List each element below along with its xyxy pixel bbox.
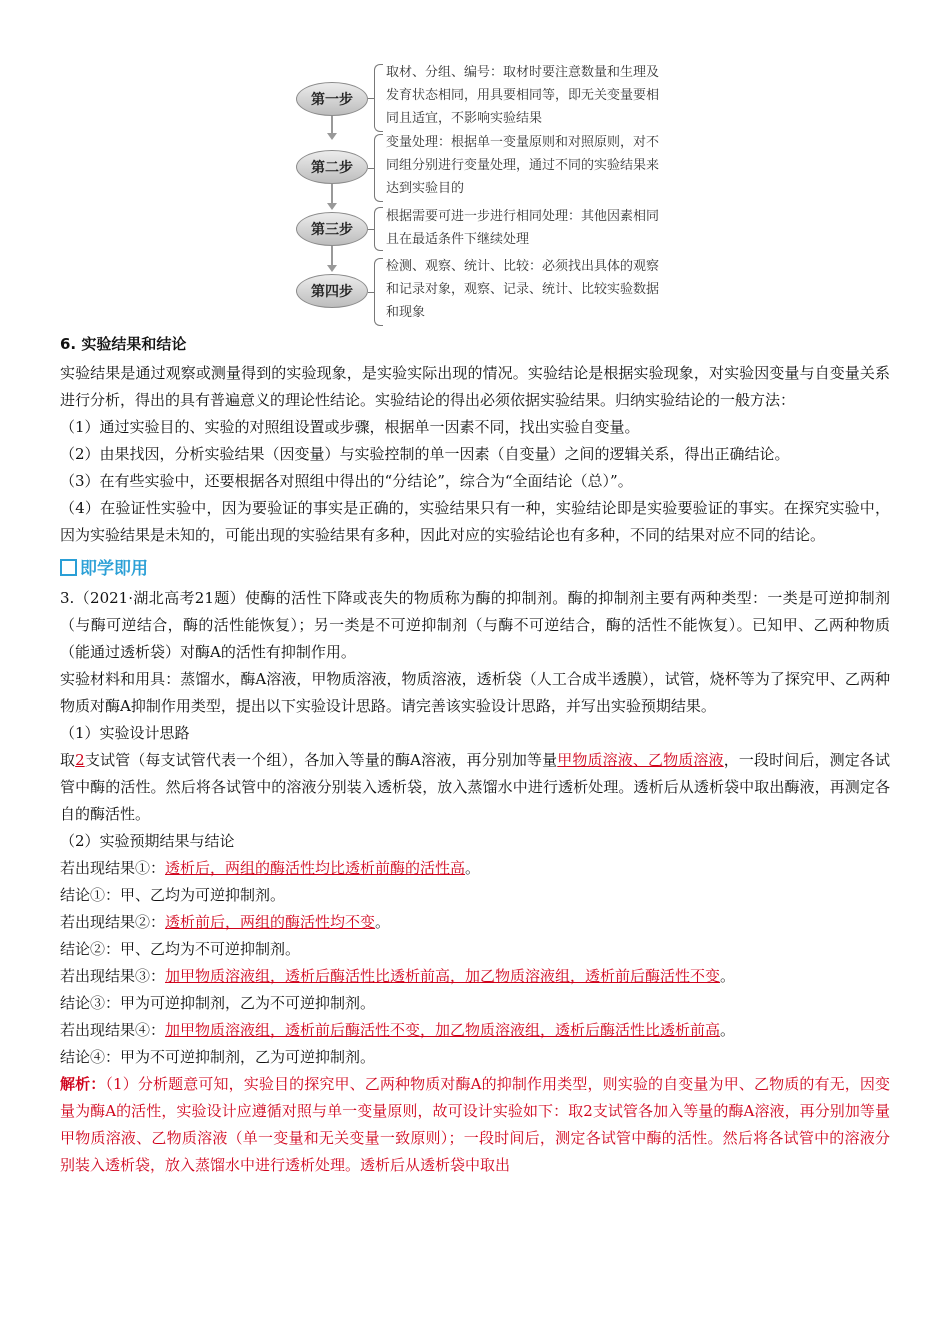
step-3-text: 根据需要可进一步进行相同处理：其他因素相同且在最适条件下继续处理 bbox=[386, 209, 660, 247]
result-1-suffix: 。 bbox=[465, 859, 481, 877]
conclusion-3: 结论③：甲为可逆抑制剂，乙为不可逆抑制剂。 bbox=[60, 994, 376, 1012]
step-2-arrow bbox=[327, 184, 337, 210]
answer-blank-2: 甲物质溶液、乙物质溶液 bbox=[557, 751, 724, 769]
result-4-answer: 加甲物质溶液组，透析前后酶活性不变，加乙物质溶液组，透析后酶活性比透析前高 bbox=[165, 1021, 721, 1039]
method-item-3: （3）在有些实验中，还要根据各对照组中得出的“分结论”，综合为“全面结论（总）”。 bbox=[60, 472, 633, 490]
checkbox-square-icon bbox=[60, 559, 77, 576]
method-item-4: （4）在验证性实验中，因为要验证的事实是正确的，实验结果只有一种，实验结论即是实验要验证的事实。在探究实验中，因为实验结果是未知的，可能出现的实验结果有多种，因此对应的实验结论也有多种，不同的结果对应不同的结论。 bbox=[60, 499, 890, 544]
result-4 bbox=[60, 1017, 890, 1044]
step-1-text: 取材、分组、编号：取材时要注意数量和生理及发育状态相同，用具要相同等，即无关变量要相同且适宜，不影响实验结果 bbox=[386, 65, 660, 126]
result-1-answer: 透析后，两组的酶活性均比透析前酶的活性高 bbox=[165, 859, 466, 877]
section-6-intro: 实验结果是通过观察或测量得到的实验现象，是实验实际出现的情况。实验结论是根据实验现象，对实验因变量与自变量关系进行分析，得出的具有普遍意义的理论性结论。实验结论的得出必须依据实验结果。归纳实验结论的一般方法： bbox=[60, 364, 890, 409]
practice-tag bbox=[60, 555, 890, 583]
method-item-1: （1）通过实验目的、实验的对照组设置或步骤，根据单一因素不同，找出实验自变量。 bbox=[60, 418, 640, 436]
document-body bbox=[60, 332, 890, 1179]
result-3-answer: 加甲物质溶液组，透析后酶活性比透析前高，加乙物质溶液组，透析前后酶活性不变 bbox=[165, 967, 721, 985]
section-6-title: 6. 实验结果和结论 bbox=[60, 335, 187, 353]
question-stem: 3.（2021·湖北高考21题）使酶的活性下降或丧失的物质称为酶的抑制剂。酶的抑制剂主要有两种类型：一类是可逆抑制剂（与酶可逆结合，酶的活性能恢复）；另一类是不可逆抑制剂（与酶不可逆结合，酶的活性不能恢复）。已知甲、乙两种物质（能通过透析袋）对酶A的活性有抑制作用。 bbox=[60, 589, 890, 661]
answer-blank-1: 2 bbox=[75, 751, 85, 769]
result-4-prefix: 若出现结果④： bbox=[60, 1021, 166, 1039]
experiment-steps-diagram bbox=[290, 56, 680, 326]
result-3-suffix: 。 bbox=[720, 967, 736, 985]
step-4-oval: 第四步 bbox=[296, 274, 368, 308]
practice-tag-label: 即学即用 bbox=[80, 559, 148, 579]
result-1 bbox=[60, 855, 890, 882]
step-4-text: 检测、观察、统计、比较：必须找出具体的观察和记录对象，观察、记录、统计、比较实验数据和现象 bbox=[386, 259, 660, 320]
sub-question-1-title: （1）实验设计思路 bbox=[60, 724, 190, 742]
step-2-text: 变量处理：根据单一变量原则和对照原则，对不同组分别进行变量处理，通过不同的实验结果来达到实验目的 bbox=[386, 135, 660, 196]
conclusion-2: 结论②：甲、乙均为不可逆抑制剂。 bbox=[60, 940, 301, 958]
step-4-brace bbox=[374, 258, 383, 326]
method-item-2: （2）由果找因，分析实验结果（因变量）与实验控制的单一因素（自变量）之间的逻辑关系，得出正确结论。 bbox=[60, 445, 790, 463]
analysis-paragraph bbox=[60, 1071, 890, 1179]
result-2-answer: 透析前后，两组的酶活性均不变 bbox=[165, 913, 376, 931]
result-2-suffix: 。 bbox=[375, 913, 391, 931]
sub-question-2-title: （2）实验预期结果与结论 bbox=[60, 832, 235, 850]
result-2 bbox=[60, 909, 890, 936]
analysis-label: 解析： bbox=[60, 1075, 106, 1093]
step-3-brace bbox=[374, 207, 383, 251]
design-text-b: 支试管（每支试管代表一个组），各加入等量的酶A溶液，再分别加等量 bbox=[84, 751, 558, 769]
step-3-arrow bbox=[327, 246, 337, 272]
design-text-a: 取 bbox=[60, 751, 76, 769]
step-1-brace bbox=[374, 64, 383, 132]
result-3-prefix: 若出现结果③： bbox=[60, 967, 166, 985]
step-3-oval: 第三步 bbox=[296, 212, 368, 246]
result-2-prefix: 若出现结果②： bbox=[60, 913, 166, 931]
design-paragraph bbox=[60, 747, 890, 828]
analysis-text: （1）分析题意可知，实验目的探究甲、乙两种物质对酶A的抑制作用类型，则实验的自变量为甲、乙物质的有无，因变量为酶A的活性，实验设计应遵循对照与单一变量原则，故可设计实验如下：取2支试管各加入等量的酶A溶液，再分别加等量甲物质溶液、乙物质溶液（单一变量和无关变量一致原则）；一段时间后，测定各试管中酶的活性。然后将各试管中的溶液分别装入透析袋，放入蒸馏水中进行透析处理。透析后从透析袋中取出 bbox=[60, 1075, 890, 1174]
result-1-prefix: 若出现结果①： bbox=[60, 859, 166, 877]
conclusion-1: 结论①：甲、乙均为可逆抑制剂。 bbox=[60, 886, 286, 904]
step-2-brace bbox=[374, 134, 383, 202]
step-2-oval: 第二步 bbox=[296, 150, 368, 184]
question-materials: 实验材料和用具：蒸馏水，酶A溶液，甲物质溶液，物质溶液，透析袋（人工合成半透膜），试管，烧杯等为了探究甲、乙两种物质对酶A抑制作用类型，提出以下实验设计思路。请完善该实验设计思路，并写出实验预期结果。 bbox=[60, 670, 890, 715]
conclusion-4: 结论④：甲为不可逆抑制剂，乙为可逆抑制剂。 bbox=[60, 1048, 376, 1066]
result-3 bbox=[60, 963, 890, 990]
design-text-c: ，一段时间后，测定各试管中酶的活性。然后将各试管中的溶液分别装入透析袋，放入蒸馏水中进行透析处理。透析后从透析袋中取出酶液，再测定各自的酶活性。 bbox=[60, 751, 890, 823]
result-4-suffix: 。 bbox=[720, 1021, 736, 1039]
step-1-oval: 第一步 bbox=[296, 82, 368, 116]
step-1-arrow bbox=[327, 116, 337, 140]
